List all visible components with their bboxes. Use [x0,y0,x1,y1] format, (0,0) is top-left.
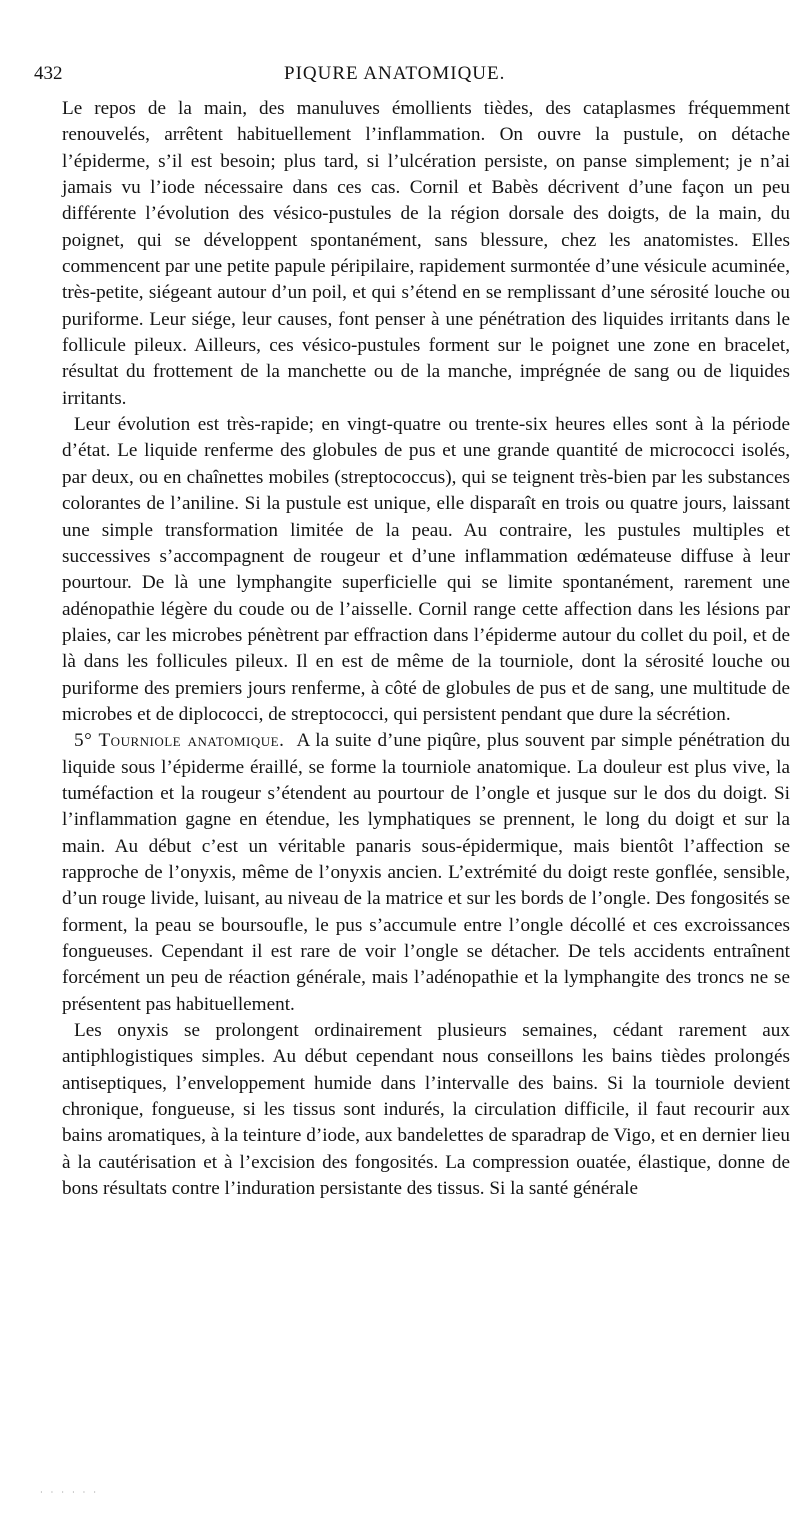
paragraph-2: Leur évolution est très-rapide; en vingt-quatre ou trente-six heures elles sont à la période d’état. Le liquide renferme des globules de pus et une grande quantité de micrococci isolés, par deux, ou en chaînettes mobiles (streptococcus), qui se teignent très-bien par les substances colorantes de l’aniline. Si la pustule est unique, elle disparaît en trois ou quatre jours, laissant une simple transformation limitée de la peau. Au contraire, les pustules multiples et successives s’accompagnent de rougeur et d’une inflammation œdémateuse diffuse à leur pourtour. De là une lymphangite superficielle qui se limite spontanément, rarement une adénopathie légère du coude ou de l’aisselle. Cornil range cette affection dans les lésions par plaies, car les microbes pénètrent par effraction dans l’épiderme autour du collet du poil, et de là dans les follicules pileux. Il en est de même de la tourniole, dont la sérosité louche ou puriforme des premiers jours renferme, à côté de globules de pus et de sang, une multitude de microbes et de diplococci, de streptococci, qui persistent pendant que dure la sécrétion. [62,414,790,725]
paragraph-4: Les onyxis se prolongent ordinairement plusieurs semaines, cédant rarement aux antiphlogistiques simples. Au début cependant nous conseillons les bains tièdes prolongés antiseptiques, l’enveloppement humide dans l’intervalle des bains. Si la tourniole devient chronique, fongueuse, si les tissus sont indurés, la circulation difficile, il faut recourir aux bains aromatiques, à la teinture d’iode, aux bandelettes de sparadrap de Vigo, et en dernier lieu à la cautérisation et à l’excision des fongosités. La compression ouatée, élastique, donne de bons résultats contre l’induration persistante des tissus. Si la santé générale [62,1020,790,1200]
running-head [34,62,786,86]
paragraph-3 [62,728,790,1018]
print-smudge: · · · · · · [40,1488,99,1497]
page-number: 432 [34,63,63,84]
running-title: PIQURE ANATOMIQUE. [284,63,506,84]
body-text [62,96,790,1202]
paragraph-1: Le repos de la main, des manuluves émollients tièdes, des cataplasmes fréquemment renouvelés, arrêtent habituellement l’inflammation. On ouvre la pustule, on détache l’épiderme, s’il est besoin; plus tard, si l’ulcération persiste, on panse simplement; je n’ai jamais vu l’iode nécessaire dans ces cas. Cornil et Babès décrivent d’une façon un peu différente l’évolution des vésico-pustules de la région dorsale des doigts, de la main, du poignet, qui se développent spontanément, sans blessure, chez les anatomistes. Elles commencent par une petite papule péripilaire, rapidement surmontée d’une vésicule acuminée, très-petite, siégeant autour d’un poil, et qui s’étend en se remplissant d’une sérosité louche ou puriforme. Leur siége, leur causes, font penser à une pénétration des liquides irritants dans le follicule pileux. Ailleurs, ces vésico-pustules forment sur le poignet une zone en bracelet, résultat du frottement de la manchette ou de la manche, imprégnée de sang ou de liquides irritants. [62,98,790,409]
paragraph-3-text: A la suite d’une piqûre, plus souvent par simple pénétration du liquide sous l’épiderme éraillé, se forme la tourniole anatomique. La douleur est plus vive, la tuméfaction et la rougeur s’étendent au pourtour de l’ongle et jusque sur le dos du doigt. Si l’inflammation gagne en étendue, les lymphatiques se prennent, le long du doigt et sur la main. Au début c’est un véritable panaris sous-épidermique, mais bientôt l’affection se rapproche de l’onyxis, même de l’onyxis ancien. L’extrémité du doigt reste gonflée, sensible, d’un rouge livide, luisant, au niveau de la matrice et sur les bords de l’ongle. Des fongosités se forment, la peau se boursoufle, le pus s’accumule entre l’ongle décollé et ces excroissances fongueuses. Cependant il est rare de voir l’ongle se détacher. De tels accidents entraînent forcément un peu de réaction générale, mais l’adénopathie et la lymphangite des troncs ne se présentent pas habituellement. [62,730,791,1015]
section-heading: 5° Tourniole anatomique. [74,730,285,752]
